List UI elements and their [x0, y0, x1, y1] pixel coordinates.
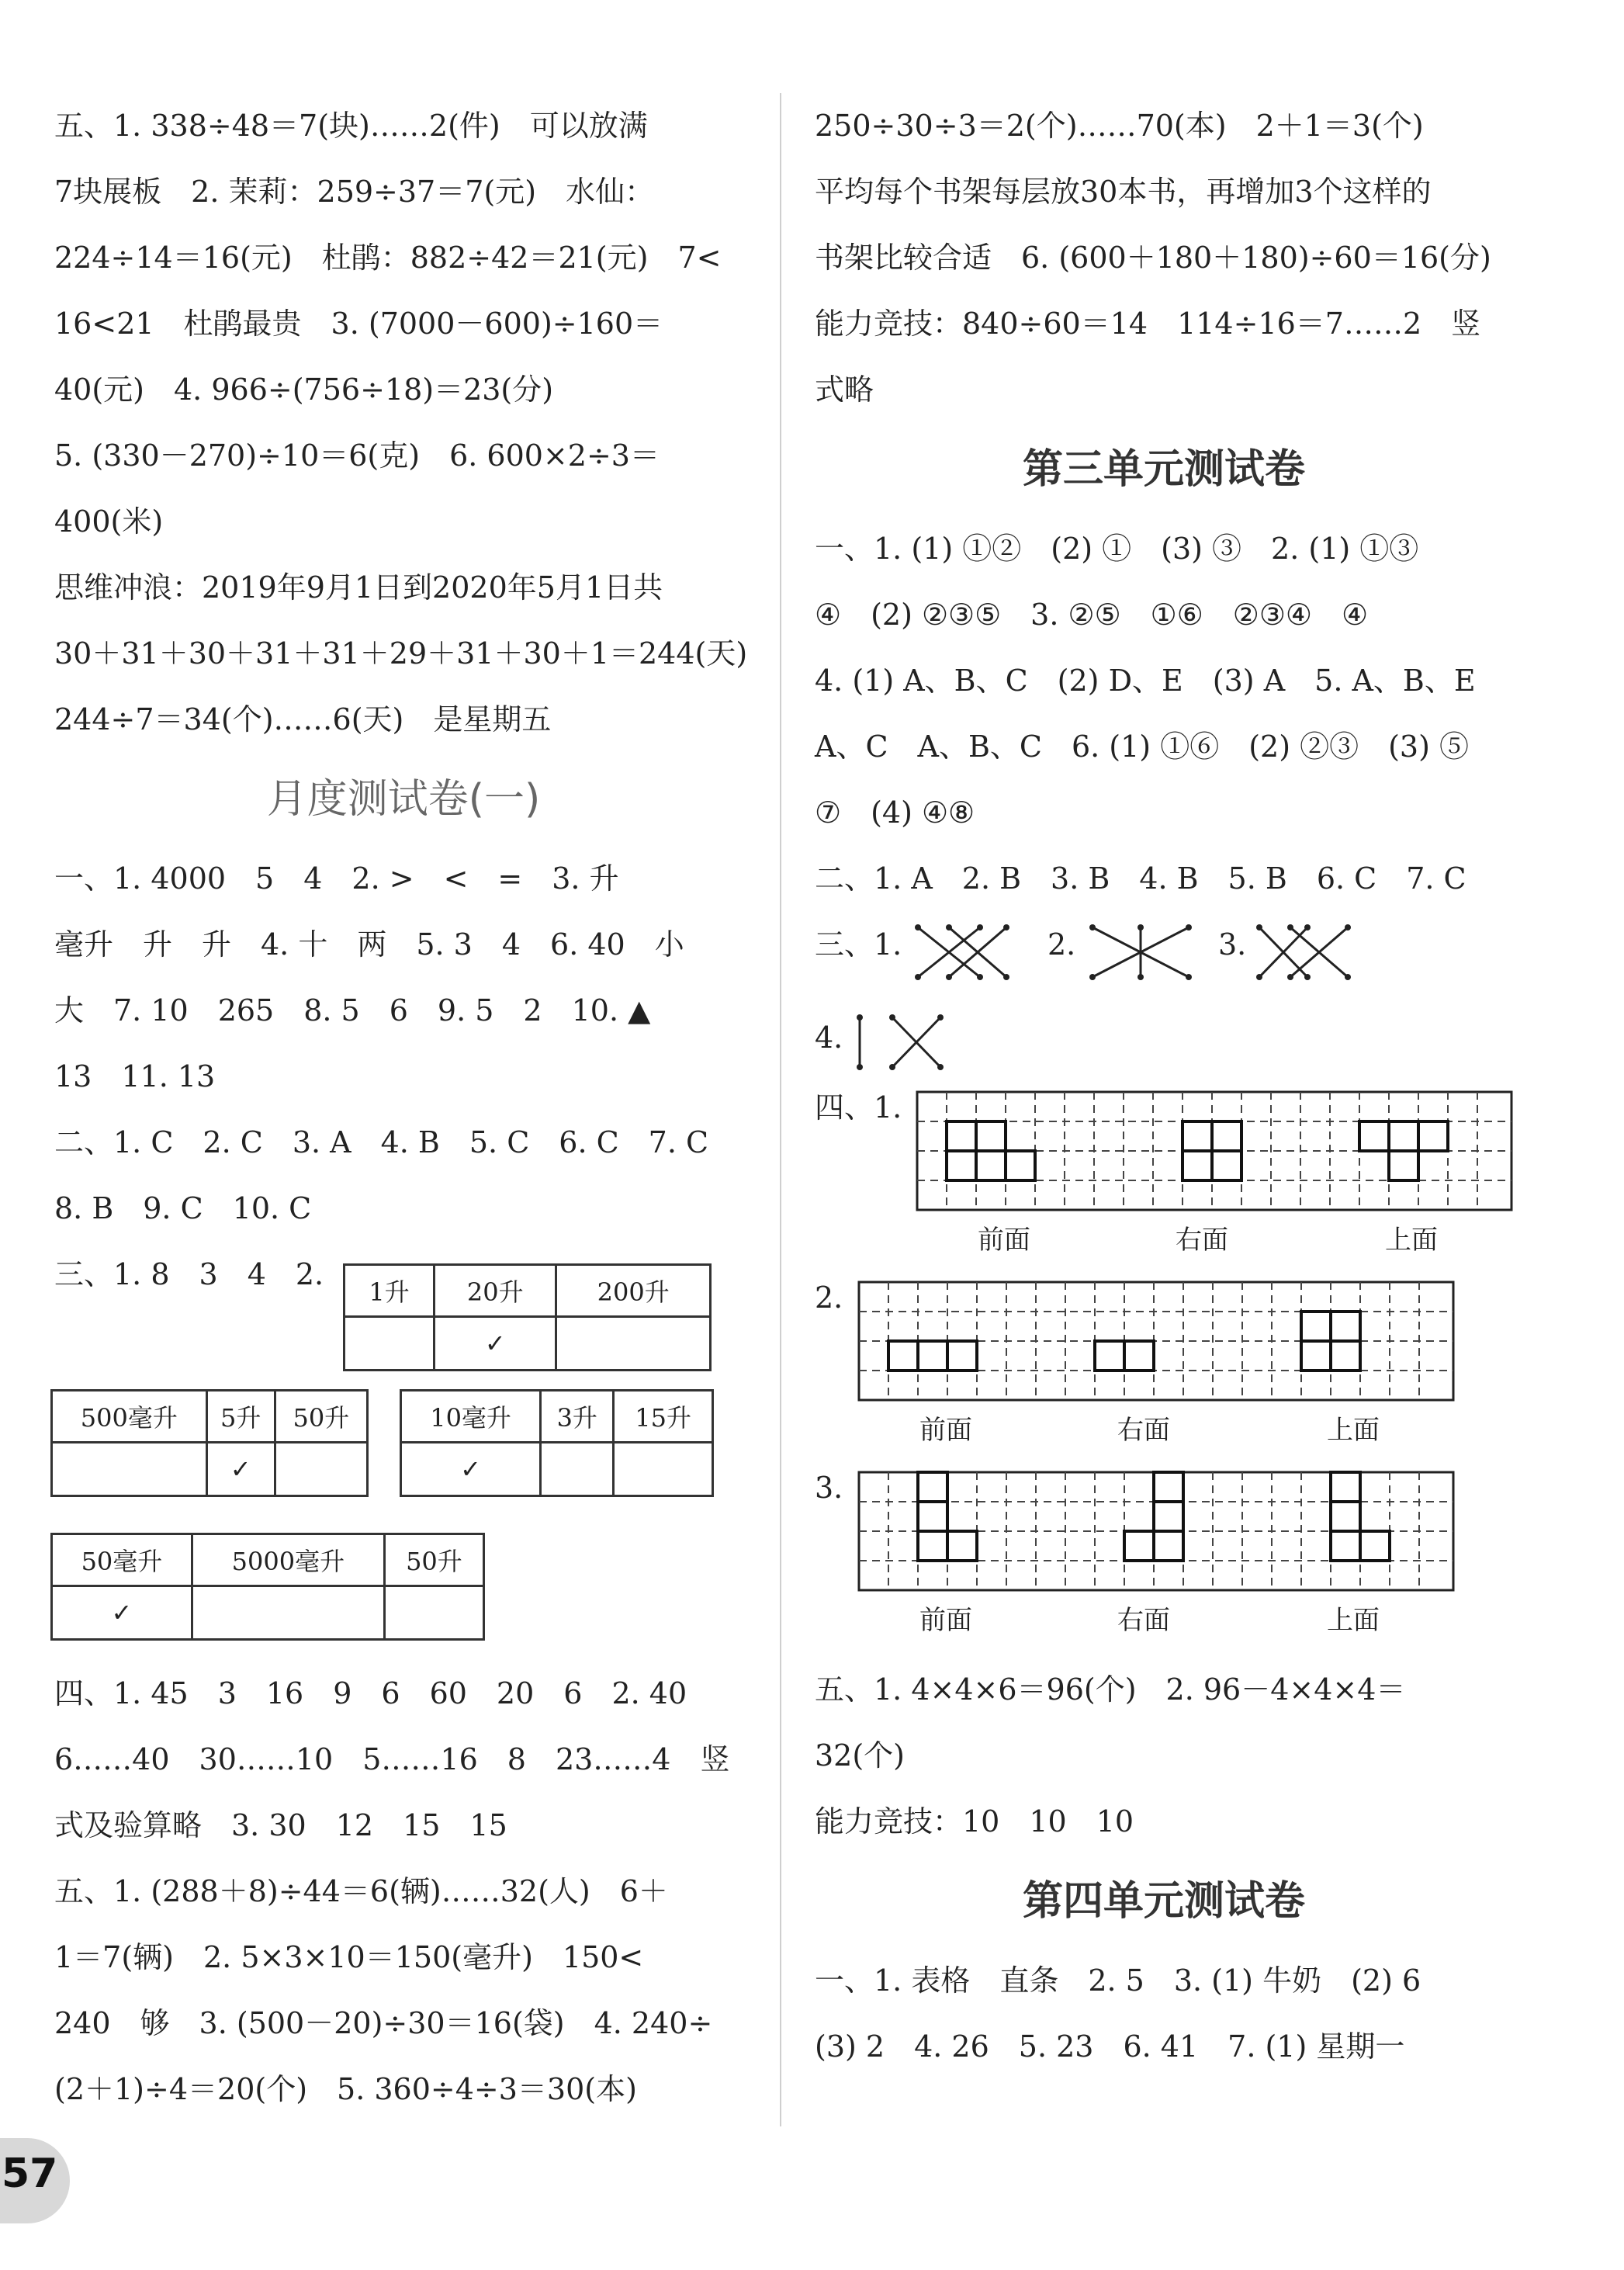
text-line: 三、1. 8 3 4 2. — [54, 1257, 324, 1291]
text-line: ④ (2) ②③⑤ 3. ②⑤ ①⑥ ②③④ ④ — [815, 598, 1369, 632]
text-line: 三、1. — [815, 927, 902, 962]
column-divider — [780, 93, 781, 2126]
answer-table-row-1 — [54, 1242, 753, 1389]
table-check-cell — [384, 1586, 483, 1640]
table-check-cell — [52, 1443, 207, 1496]
page-number-tab — [0, 2138, 70, 2223]
view-caption-right: 右面 — [1117, 1605, 1170, 1636]
table-check-cell: ✓ — [52, 1586, 192, 1640]
view-caption-top: 上面 — [1327, 1415, 1380, 1446]
text-line: 一、1. 表格 直条 2. 5 3. (1) 牛奶 (2) 6 — [815, 1963, 1421, 1998]
table-header-cell: 5000毫升 — [192, 1534, 384, 1586]
right-column — [815, 93, 1513, 2080]
table-check-cell — [614, 1443, 713, 1496]
text-line: 二、1. C 2. C 3. A 4. B 5. C 6. C 7. C — [54, 1125, 709, 1159]
view-caption-front: 前面 — [919, 1605, 972, 1636]
left-block-c — [54, 1661, 753, 2123]
matching-row-4 — [815, 1005, 1513, 1090]
text-line: 224÷14＝16(元) 杜鹃：882÷42＝21(元) 7< — [54, 241, 722, 275]
table-header-cell: 50毫升 — [52, 1534, 192, 1586]
text-line: ⑦ (4) ④⑧ — [815, 795, 975, 830]
section-heading-monthly-test: 月度测试卷(一) — [266, 776, 541, 823]
text-line: 一、1. (1) ①② (2) ① (3) ③ 2. (1) ①③ — [815, 532, 1419, 566]
table-header-cell: 3升 — [541, 1391, 614, 1443]
text-line: 40(元) 4. 966÷(756÷18)＝23(分) — [54, 373, 554, 407]
views-1 — [815, 1090, 1513, 1281]
text-line: 8. B 9. C 10. C — [54, 1191, 312, 1225]
text-line: 30＋31＋30＋31＋31＋29＋31＋30＋1＝244(天) — [54, 636, 748, 671]
text-line: 5. (330－270)÷10＝6(克) 6. 600×2÷3＝ — [54, 438, 660, 473]
section-heading-unit3-test: 第三单元测试卷 — [1022, 446, 1305, 493]
table-header-cell: 15升 — [614, 1391, 713, 1443]
table-check-cell: ✓ — [206, 1443, 275, 1496]
text-line: (2＋1)÷4＝20(个) 5. 360÷4÷3＝30(本) — [54, 2072, 637, 2106]
text-line: 240 够 3. (500－20)÷30＝16(袋) 4. 240÷ — [54, 2006, 713, 2040]
table-header-cell: 20升 — [435, 1265, 556, 1317]
view-caption-front: 前面 — [978, 1225, 1030, 1256]
text-line: 式略 — [815, 373, 874, 407]
text-line: 思维冲浪：2019年9月1日到2020年5月1日共 — [54, 570, 663, 605]
view-caption-right: 右面 — [1117, 1415, 1170, 1446]
text-line: 1＝7(辆) 2. 5×3×10＝150(毫升) 150< — [54, 1940, 644, 1974]
answer-table-row-2 — [54, 1389, 753, 1533]
text-line: 7块展板 2. 茉莉：259÷37＝7(元) 水仙： — [54, 175, 655, 209]
matching-diagram-1 — [912, 921, 1013, 983]
matching-diagram-4 — [854, 1011, 954, 1073]
table-check-cell: ✓ — [435, 1317, 556, 1371]
text-line: 4. — [815, 1021, 843, 1055]
text-line: 13 11. 13 — [54, 1059, 216, 1093]
right-block-c — [815, 1657, 1513, 1855]
views-3 — [815, 1471, 1513, 1657]
text-line: 2. — [815, 1281, 843, 1315]
text-line: 四、1. — [815, 1090, 902, 1125]
text-line: 250÷30÷3＝2(个)……70(本) 2＋1＝3(个) — [815, 109, 1424, 143]
text-line: 毫升 升 升 4. 十 两 5. 3 4 6. 40 小 — [54, 927, 684, 962]
text-line: 书架比较合适 6. (600＋180＋180)÷60＝16(分) — [815, 241, 1491, 275]
text-line: 五、1. 4×4×6＝96(个) 2. 96－4×4×4＝ — [815, 1672, 1406, 1707]
table-header-cell: 50升 — [384, 1534, 483, 1586]
view-grid-3 — [857, 1471, 1455, 1595]
answer-table — [50, 1533, 485, 1641]
text-line: 能力竞技：840÷60＝14 114÷16＝7……2 竖 — [815, 307, 1481, 341]
table-check-cell — [541, 1443, 614, 1496]
text-line: 大 7. 10 265 8. 5 6 9. 5 2 10. ▲ — [54, 993, 651, 1028]
left-block-b — [54, 846, 753, 1242]
page-number: 57 — [2, 2150, 58, 2197]
view-caption-top: 上面 — [1385, 1225, 1438, 1256]
table-check-cell — [556, 1317, 711, 1371]
text-line: 平均每个书架每层放30本书，再增加3个这样的 — [815, 175, 1432, 209]
table-check-cell: ✓ — [401, 1443, 541, 1496]
text-line: 3. — [815, 1471, 843, 1505]
matching-row — [815, 912, 1513, 1005]
text-line: 四、1. 45 3 16 9 6 60 20 6 2. 40 — [54, 1676, 687, 1710]
right-block-a — [815, 93, 1513, 423]
view-grid-1 — [916, 1090, 1513, 1215]
answer-table — [343, 1263, 712, 1371]
matching-diagram-2 — [1086, 921, 1195, 983]
left-block-a — [54, 93, 753, 753]
text-line: A、C A、B、C 6. (1) ①⑥ (2) ②③ (3) ⑤ — [815, 730, 1470, 764]
table-header-cell: 5升 — [206, 1391, 275, 1443]
text-line: 式及验算略 3. 30 12 15 15 — [54, 1808, 507, 1842]
right-block-b — [815, 516, 1513, 912]
table-check-cell — [275, 1443, 367, 1496]
text-line: 五、1. 338÷48＝7(块)……2(件) 可以放满 — [54, 109, 648, 143]
table-header-cell: 50升 — [275, 1391, 367, 1443]
text-line: 244÷7＝34(个)……6(天) 是星期五 — [54, 702, 552, 736]
text-line: 32(个) — [815, 1738, 905, 1773]
view-caption-right: 右面 — [1176, 1225, 1228, 1256]
view-caption-top: 上面 — [1327, 1605, 1380, 1636]
view-caption-front: 前面 — [919, 1415, 972, 1446]
text-line: 400(米) — [54, 504, 164, 539]
text-line: 能力竞技：10 10 10 — [815, 1804, 1134, 1839]
text-line: 16<21 杜鹃最贵 3. (7000－600)÷160＝ — [54, 307, 663, 341]
matching-diagram-3 — [1253, 921, 1354, 983]
table-check-cell — [345, 1317, 435, 1371]
text-line: 2. — [1047, 927, 1076, 962]
answer-table-row-3 — [54, 1533, 753, 1661]
text-line: 一、1. 4000 5 4 2. > < = 3. 升 — [54, 861, 619, 896]
text-line: 4. (1) A、B、C (2) D、E (3) A 5. A、B、E — [815, 664, 1476, 698]
text-line: 五、1. (288＋8)÷44＝6(辆)……32(人) 6＋ — [54, 1874, 668, 1908]
text-line: 二、1. A 2. B 3. B 4. B 5. B 6. C 7. C — [815, 861, 1466, 896]
text-line: 3. — [1218, 927, 1247, 962]
answer-table — [50, 1389, 369, 1497]
answer-table — [400, 1389, 714, 1497]
view-grid-2 — [857, 1281, 1455, 1405]
table-header-cell: 200升 — [556, 1265, 711, 1317]
text-line: (3) 2 4. 26 5. 23 6. 41 7. (1) 星期一 — [815, 2029, 1405, 2064]
text-line: 6……40 30……10 5……16 8 23……4 竖 — [54, 1742, 730, 1776]
views-2 — [815, 1281, 1513, 1471]
table-header-cell: 10毫升 — [401, 1391, 541, 1443]
right-block-d — [815, 1948, 1513, 2080]
table-check-cell — [192, 1586, 384, 1640]
table-header-cell: 500毫升 — [52, 1391, 207, 1443]
section-heading-unit4-test: 第四单元测试卷 — [1022, 1878, 1305, 1925]
table-header-cell: 1升 — [345, 1265, 435, 1317]
left-column — [54, 93, 753, 2123]
